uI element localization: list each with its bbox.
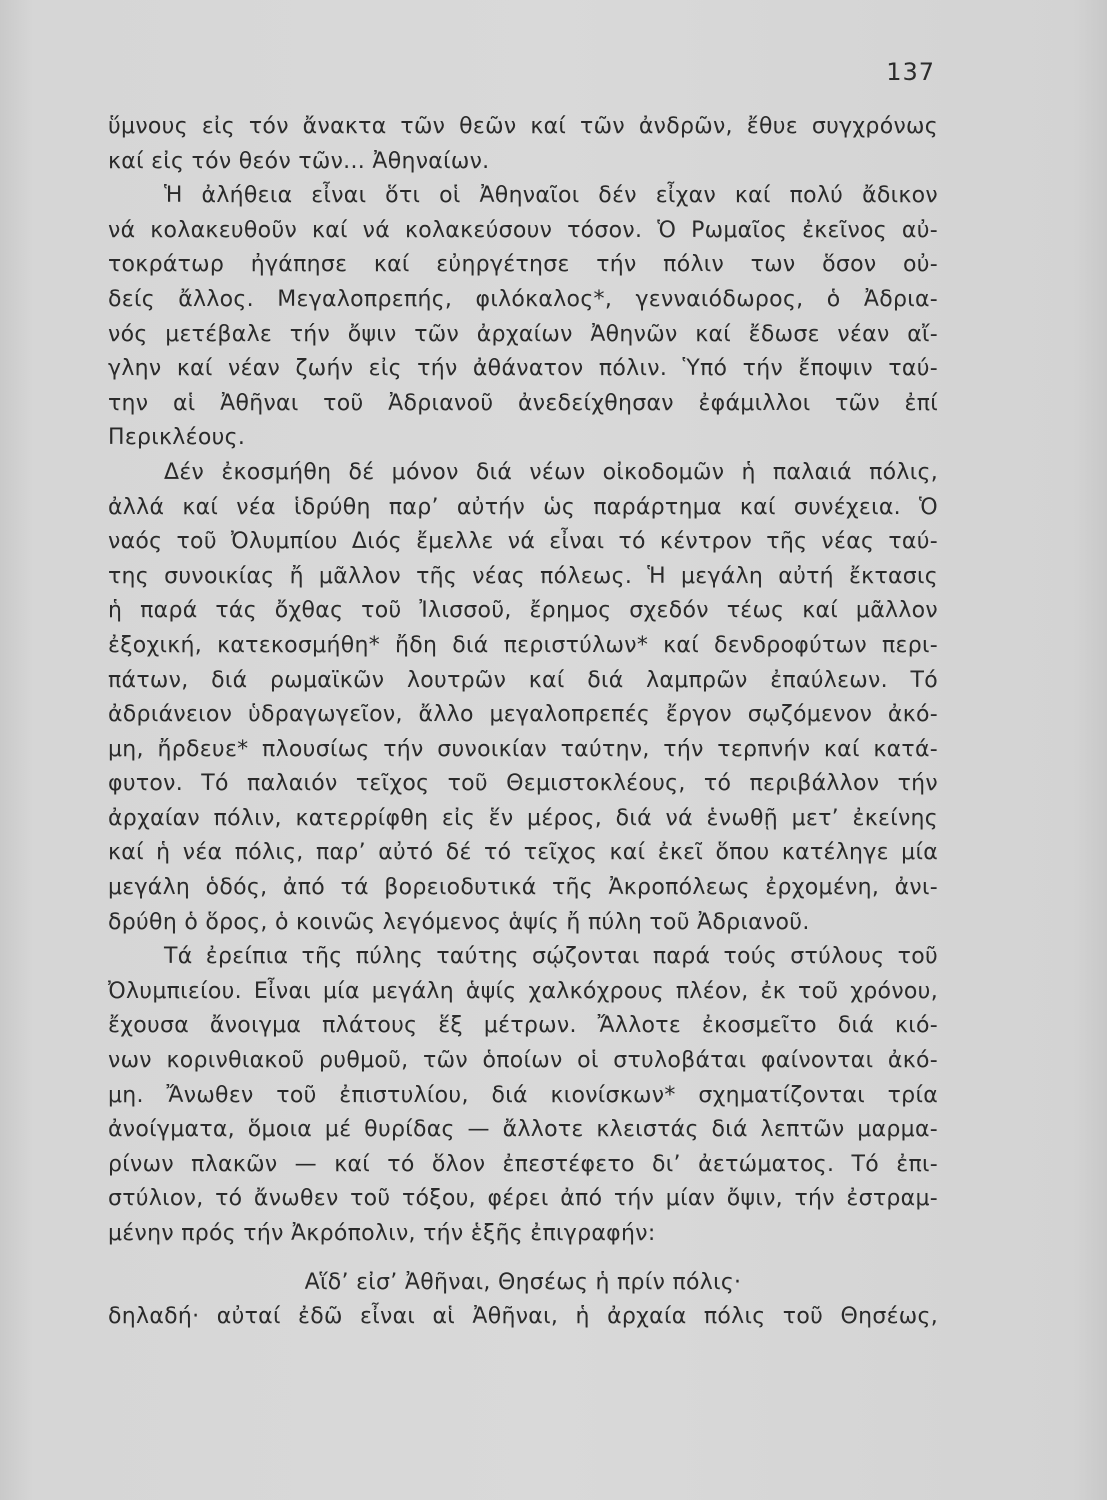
text-line: μεγάλη ὁδός, ἀπό τά βορειοδυτικά τῆς Ἀκροπόλεως ἐρχομένη, ἀνι- — [108, 875, 938, 901]
text-line: νά κολακευθοῦν καί νά κολακεύσουν τόσον. Ὁ Ρωμαῖος ἐκεῖνος αὐ- — [108, 217, 938, 243]
text-line: ὕμνους εἰς τόν ἄνακτα τῶν θεῶν καί τῶν ἀνδρῶν, ἔθυε συγχρόνως — [108, 114, 938, 139]
text-line: ἡ παρά τάς ὄχθας τοῦ Ἰλισσοῦ, ἔρημος σχεδόν τέως καί μᾶλλον — [108, 598, 938, 624]
paragraph-start-line: Δέν ἐκοσμήθη δέ μόνον διά νέων οἰκοδομῶν ἡ παλαιά πόλις, — [164, 459, 938, 485]
text-line: ἀνοίγματα, ὅμοια μέ θυρίδας — ἄλλοτε κλειστάς διά λεπτῶν μαρμα- — [108, 1117, 938, 1143]
text-line: γλην καί νέαν ζωήν εἰς τήν ἀθάνατον πόλιν. Ὑπό τήν ἔποψιν ταύ- — [108, 356, 938, 382]
paragraph-start-line: Τά ἐρείπια τῆς πύλης ταύτης σῴζονται παρά τούς στύλους τοῦ — [164, 944, 938, 970]
text-line: Περικλέους. — [108, 425, 246, 451]
text-line: καί εἰς τόν θεόν τῶν... Ἀθηναίων. — [108, 148, 490, 174]
text-line: φυτον. Τό παλαιόν τεῖχος τοῦ Θεμιστοκλέους, τό περιβάλλον τήν — [108, 771, 938, 797]
body-text — [108, 110, 938, 1335]
text-line: καί ἡ νέα πόλις, παρ’ αὐτό δέ τό τεῖχος καί ἐκεῖ ὅπου κατέληγε μία — [108, 840, 938, 866]
text-line: ἀδριάνειον ὑδραγωγεῖον, ἄλλο μεγαλοπρεπές ἔργον σῳζόμενον ἀκό- — [108, 702, 938, 728]
text-line: νων κορινθιακοῦ ρυθμοῦ, τῶν ὁποίων οἱ στυλοβάται φαίνονται ἀκό- — [108, 1048, 938, 1074]
text-line: μη. Ἄνωθεν τοῦ ἐπιστυλίου, διά κιονίσκων* σχηματίζονται τρία — [108, 1082, 938, 1108]
text-line: ἀλλά καί νέα ἱδρύθη παρ’ αὐτήν ὡς παράρτημα καί συνέχεια. Ὁ — [108, 494, 938, 520]
text-line: στύλιον, τό ἄνωθεν τοῦ τόξου, φέρει ἀπό τήν μίαν ὄψιν, τήν ἐστραμ- — [108, 1186, 938, 1212]
inscription-quote: Αἵδ’ εἰσ’ Ἀθῆναι, Θησέως ἡ πρίν πόλις· — [304, 1269, 742, 1295]
text-line: της συνοικίας ἤ μᾶλλον τῆς νέας πόλεως. Ἡ μεγάλη αὐτή ἔκτασις — [108, 563, 938, 589]
text-line: ἀρχαίαν πόλιν, κατερρίφθη εἰς ἕν μέρος, διά νά ἑνωθῇ μετ’ ἐκείνης — [108, 805, 938, 831]
text-line: Ὀλυμπιείου. Εἶναι μία μεγάλη ἁψίς χαλκόχρους πλέον, ἐκ τοῦ χρόνου, — [108, 978, 938, 1004]
text-line: δείς ἄλλος. Μεγαλοπρεπής, φιλόκαλος*, γενναιόδωρος, ὁ Ἀδρια- — [108, 286, 938, 312]
text-line: μένην πρός τήν Ἀκρόπολιν, τήν ἑξῆς ἐπιγραφήν: — [108, 1221, 656, 1246]
text-line: ἐξοχική, κατεκοσμήθη* ἤδη διά περιστύλων* καί δενδροφύτων περι- — [108, 632, 938, 658]
text-line: νός μετέβαλε τήν ὄψιν τῶν ἀρχαίων Ἀθηνῶν καί ἔδωσε νέαν αἴ- — [108, 321, 938, 347]
text-line: ἔχουσα ἄνοιγμα πλάτους ἕξ μέτρων. Ἄλλοτε ἐκοσμεῖτο διά κιό- — [108, 1013, 938, 1039]
text-line: ναός τοῦ Ὀλυμπίου Διός ἔμελλε νά εἶναι τό κέντρον τῆς νέας ταύ- — [108, 529, 938, 555]
text-line: δηλαδή· αὐταί ἐδῶ εἶναι αἱ Ἀθῆναι, ἡ ἀρχαία πόλις τοῦ Θησέως, — [108, 1304, 938, 1330]
text-line: δρύθη ὁ ὅρος, ὁ κοινῶς λεγόμενος ἁψίς ἤ πύλη τοῦ Ἀδριανοῦ. — [108, 909, 810, 935]
text-line: μη, ἤρδευε* πλουσίως τήν συνοικίαν ταύτην, τήν τερπνήν καί κατά- — [108, 736, 938, 762]
page-number: 137 — [886, 58, 935, 86]
text-line: πάτων, διά ρωμαϊκῶν λουτρῶν καί διά λαμπρῶν ἐπαύλεων. Τό — [108, 667, 938, 693]
text-line: ρίνων πλακῶν — καί τό ὅλον ἐπεστέφετο δι’ ἀετώματος. Τό ἐπι- — [108, 1151, 938, 1177]
text-line: την αἱ Ἀθῆναι τοῦ Ἀδριανοῦ ἀνεδείχθησαν ἐφάμιλλοι τῶν ἐπί — [108, 390, 938, 416]
text-line: τοκράτωρ ἠγάπησε καί εὐηργέτησε τήν πόλιν των ὅσον οὐ- — [108, 252, 938, 278]
paragraph-start-line: Ἡ ἀλήθεια εἶναι ὅτι οἱ Ἀθηναῖοι δέν εἶχαν καί πολύ ἄδικον — [164, 183, 938, 209]
